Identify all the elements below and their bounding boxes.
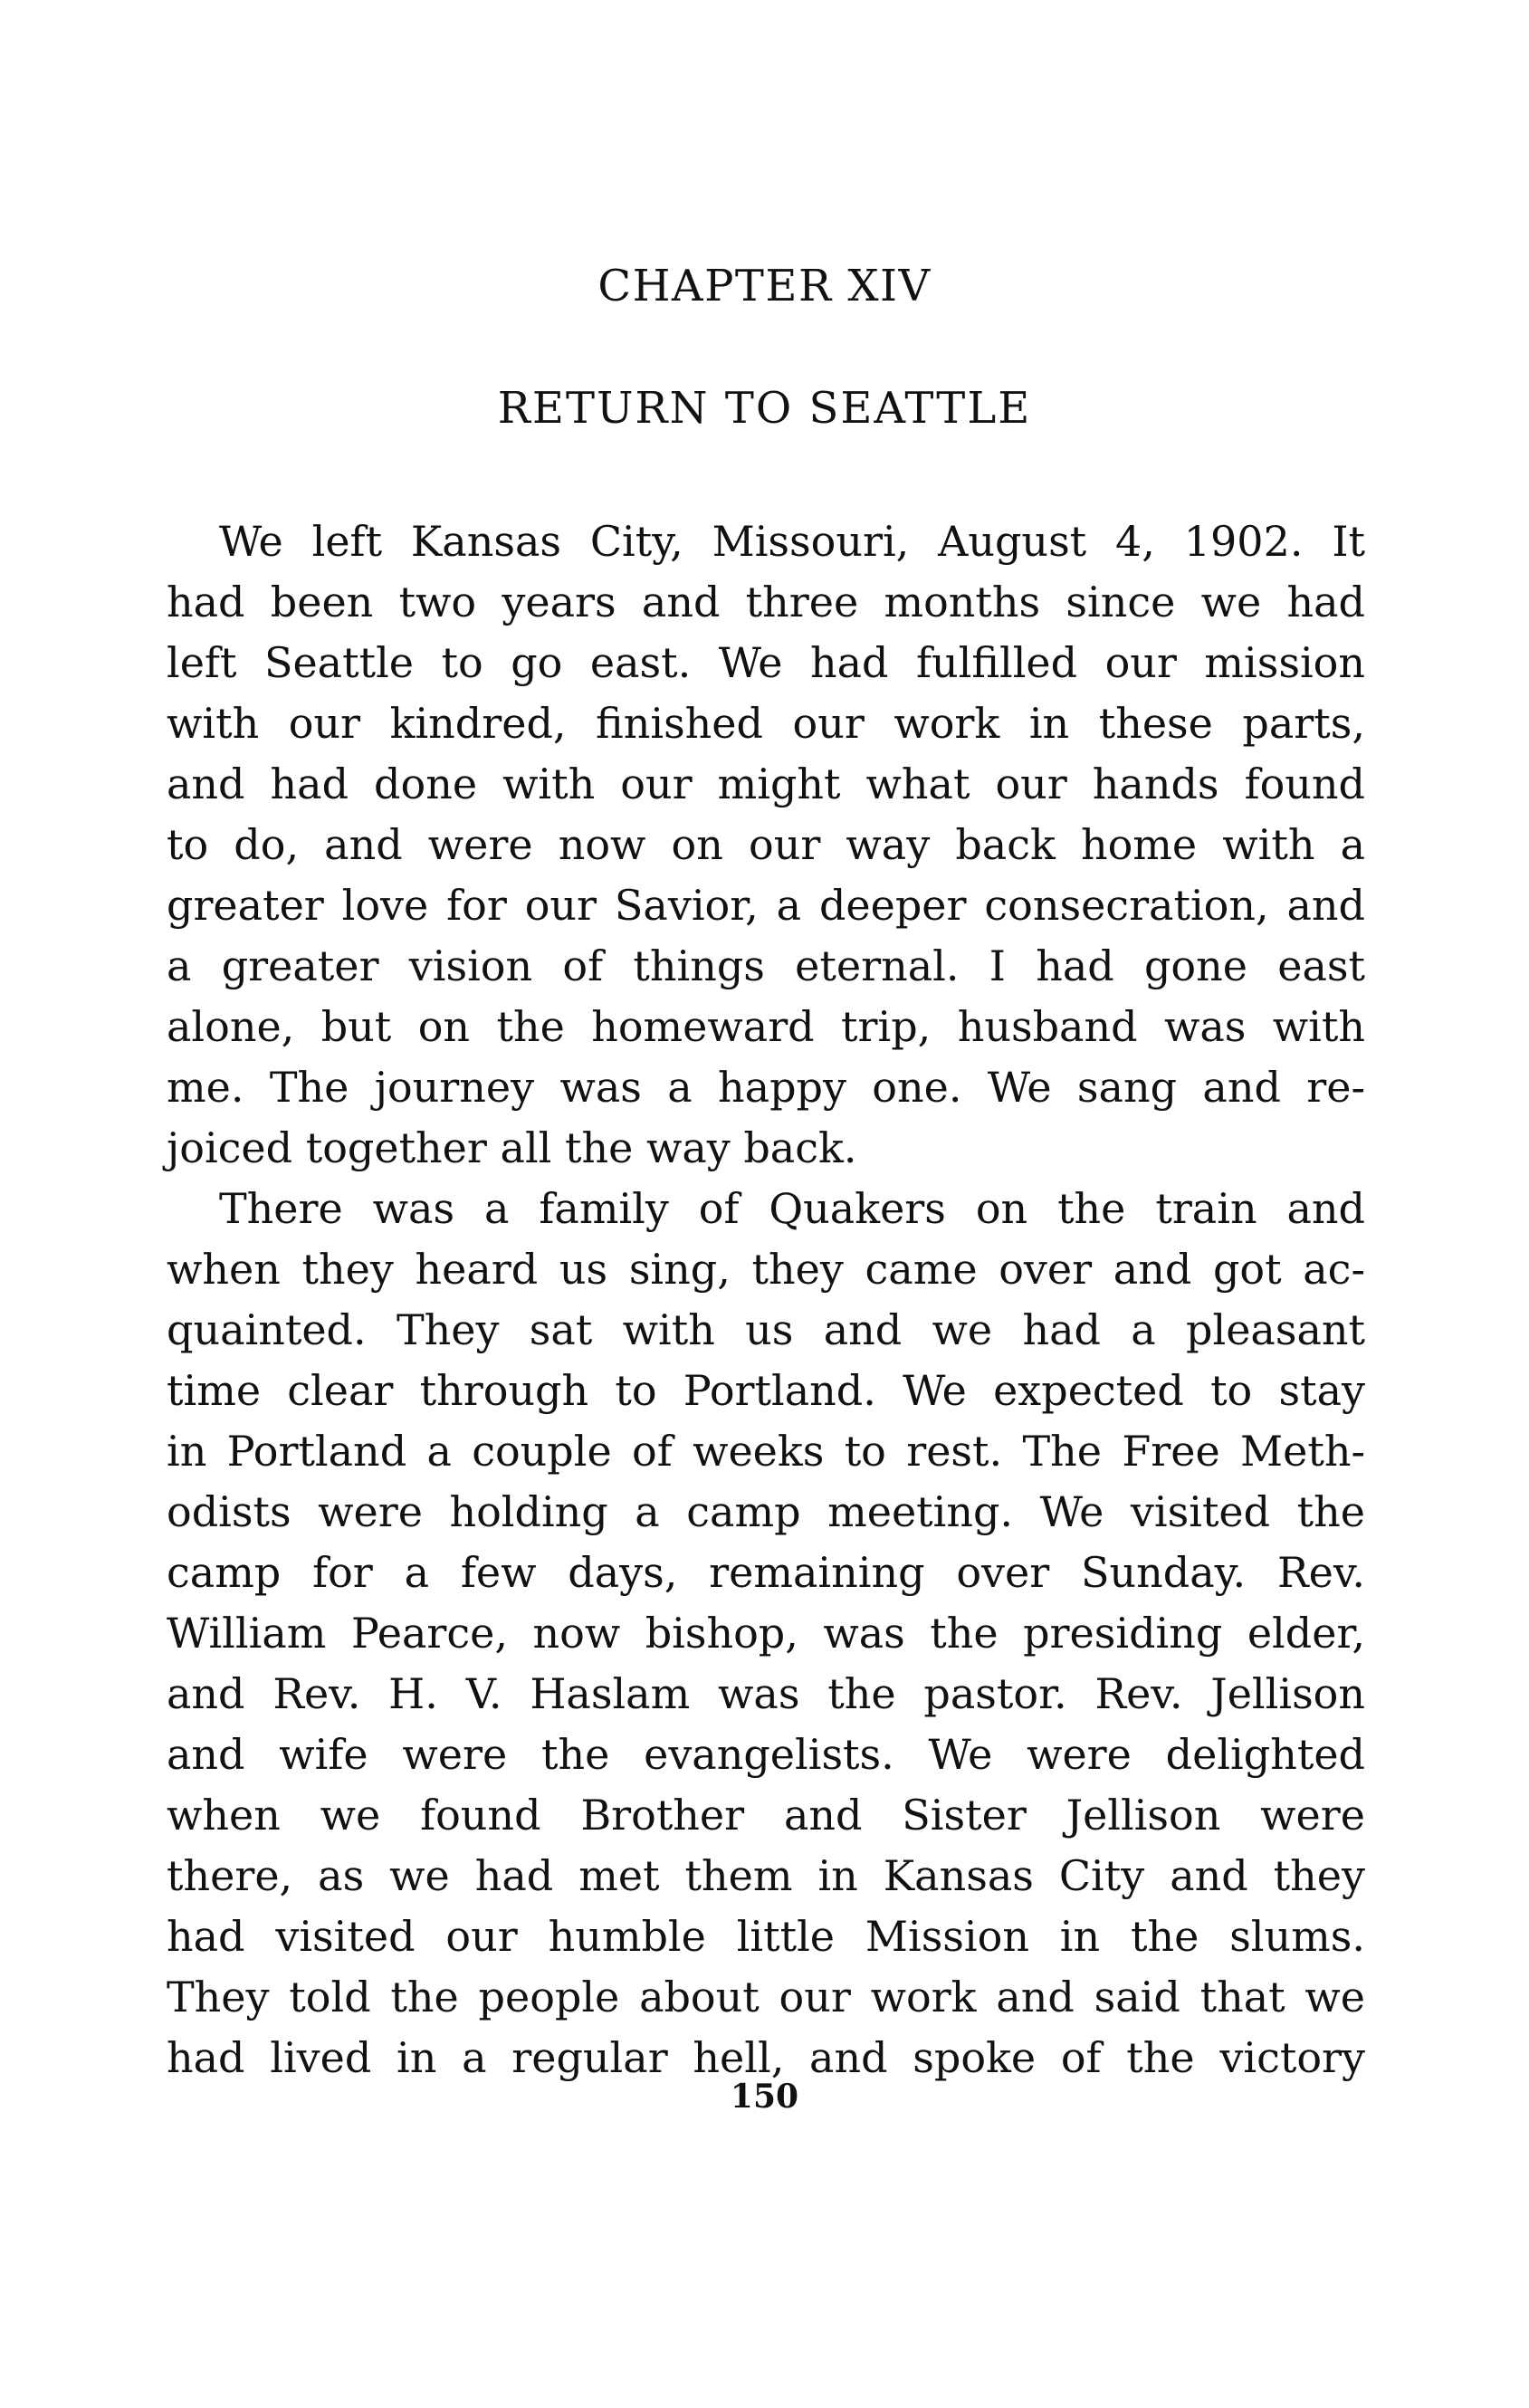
text-line: had lived in a regular hell, and spoke of the victory [167, 2033, 1365, 2082]
text-line: me. The journey was a happy one. We sang and re- [167, 1063, 1365, 1112]
text-line: camp for a few days, remaining over Sunday. Rev. [167, 1548, 1365, 1597]
text-line: We left Kansas City, Missouri, August 4, 1902. It [219, 517, 1365, 566]
body-text [167, 511, 1365, 2088]
text-line: and wife were the evangelists. We were delighted [167, 1730, 1365, 1779]
text-line: quainted. They sat with us and we had a pleasant [167, 1305, 1365, 1354]
text-line: left Seattle to go east. We had fulfilled our mission [167, 638, 1365, 687]
text-line: odists were holding a camp meeting. We visited the [167, 1487, 1365, 1536]
text-line: to do, and were now on our way back home with a [167, 820, 1365, 869]
text-line: there, as we had met them in Kansas City and they [167, 1851, 1365, 1900]
text-line: with our kindred, finished our work in these parts, [167, 699, 1365, 748]
chapter-number: CHAPTER XIV [597, 261, 932, 311]
text-line: when they heard us sing, they came over and got ac- [167, 1245, 1365, 1294]
text-line: and Rev. H. V. Haslam was the pastor. Rev. Jellison [167, 1669, 1365, 1718]
text-line: when we found Brother and Sister Jellison were [167, 1791, 1365, 1839]
text-line: had been two years and three months since we had [167, 578, 1365, 626]
text-line: They told the people about our work and said that we [167, 1973, 1365, 2021]
text-line: had visited our humble little Mission in the slums. [167, 1912, 1365, 1961]
text-line: joiced together all the way back. [167, 1123, 857, 1172]
page-number: 150 [730, 2078, 799, 2116]
chapter-title: RETURN TO SEATTLE [497, 383, 1032, 434]
text-line: in Portland a couple of weeks to rest. The Free Meth- [167, 1427, 1365, 1476]
text-line: alone, but on the homeward trip, husband was with [167, 1002, 1365, 1051]
text-line: greater love for our Savior, a deeper consecration, and [167, 881, 1365, 930]
text-line: William Pearce, now bishop, was the presiding elder, [167, 1609, 1365, 1658]
text-line: a greater vision of things eternal. I had gone east [167, 941, 1365, 990]
text-line: time clear through to Portland. We expected to stay [167, 1366, 1365, 1415]
text-line: and had done with our might what our hands found [167, 760, 1365, 808]
text-line: There was a family of Quakers on the train and [219, 1184, 1365, 1233]
